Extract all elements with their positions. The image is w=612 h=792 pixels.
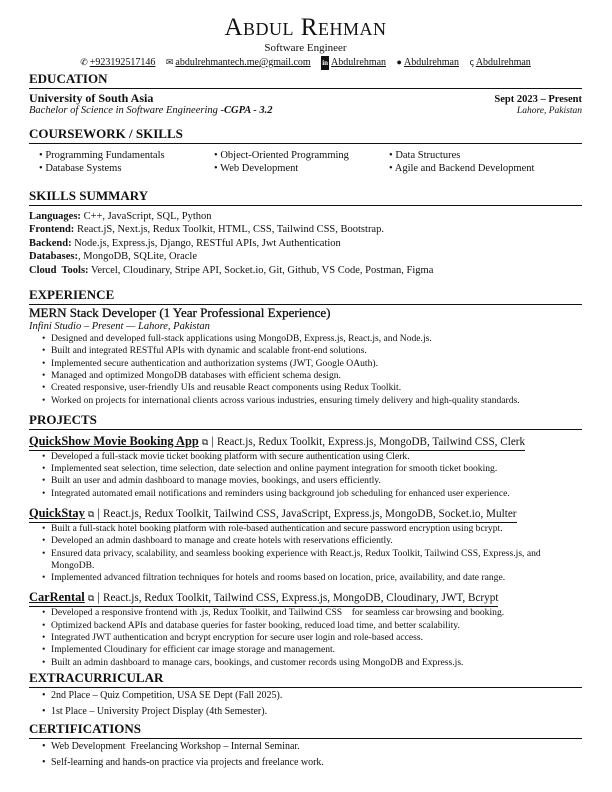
list-item: • Integrated JWT authentication and bcrypt encryption for secure user login and role-based access. xyxy=(51,632,582,644)
coursework-heading: COURSEWORK / SKILLS xyxy=(29,126,582,144)
list-item: • Implemented seat selection, time selection, date selection and online payment integration for smooth ticket booking. xyxy=(51,463,582,475)
leetcode-icon: ꞔ xyxy=(469,57,474,67)
school-name: University of South Asia xyxy=(29,91,154,105)
external-link-icon[interactable]: ⧉ xyxy=(87,593,95,604)
email-icon: ✉ xyxy=(165,57,174,67)
skill-row xyxy=(29,264,582,277)
skill-value: React.jS, Next.js, Redux Toolkit, HTML, CSS, Tailwind CSS, Bootstrap. xyxy=(76,224,384,236)
skill-label: Frontend: xyxy=(29,224,75,236)
skills-list xyxy=(29,210,582,277)
certifications-heading: CERTIFICATIONS xyxy=(29,721,582,739)
list-item: • Web Development Freelancing Workshop – Internal Seminar. xyxy=(51,739,582,755)
list-item: • Self-learning and hands-on practice via projects and freelance work. xyxy=(51,755,582,771)
skill-label: Languages: xyxy=(29,211,81,222)
course-item: • Programming Fundamentals xyxy=(39,149,214,162)
extracurricular-list xyxy=(29,688,582,720)
project-tech: React.js, Redux Toolkit, Tailwind CSS, Express.js, MongoDB, Cloudinary, JWT, Bcrypt xyxy=(102,592,499,605)
experience-heading: EXPERIENCE xyxy=(29,287,582,305)
course-item: • Data Structures xyxy=(389,149,589,162)
skill-row xyxy=(29,250,582,263)
course-item: • Agile and Backend Development xyxy=(389,162,589,175)
experience-bullets xyxy=(29,333,582,407)
list-item: • Worked on projects for international clients across various industries, ensuring timely delivery and high-quality standards. xyxy=(51,395,582,407)
list-item: • Integrated automated email notifications and reminders using background job scheduling for enhanced user experience. xyxy=(51,488,582,500)
list-item: • Built an user and admin dashboard to manage movies, bookings, and users efficiently. xyxy=(51,475,582,487)
project-bullets xyxy=(29,607,582,668)
list-item: • Developed a responsive frontend with .js, Redux Toolkit, and Tailwind CSS for seamless car browsing and booking. xyxy=(51,607,582,619)
skill-label: Backend: xyxy=(29,237,72,249)
list-item: • Created responsive, user-friendly UIs and reusable React components using Redux Toolkit. xyxy=(51,382,582,394)
skill-value: Vercel, Cloudinary, Stripe API, Socket.io, Git, Github, VS Code, Postman, Figma xyxy=(90,264,434,276)
list-item: • 1st Place – University Project Display (4th Semester). xyxy=(51,704,582,720)
project-link[interactable]: QuickStay xyxy=(29,506,85,520)
coursework-list xyxy=(39,149,582,175)
list-item: • Managed and optimized MongoDB databases with efficient schema design. xyxy=(51,370,582,382)
github-icon: ● xyxy=(396,57,402,67)
course-item: • Web Development xyxy=(214,162,389,175)
skill-value: C++, JavaScript, SQL, Python xyxy=(83,211,212,222)
course-item: • Object-Oriented Programming xyxy=(214,149,389,162)
project-link[interactable]: CarRental xyxy=(29,590,85,605)
project-link[interactable]: QuickShow Movie Booking App xyxy=(29,433,199,448)
skills-heading: SKILLS SUMMARY xyxy=(29,188,582,206)
project-header: QuickStay ⧉ | React.js, Redux Toolkit, Tailwind CSS, JavaScript, Express.js, MongoDB, Socket.io, Multer xyxy=(29,506,517,523)
list-item: • Built and integrated RESTful APIs with dynamic and scalable front-end solutions. xyxy=(51,345,582,357)
candidate-title: Software Engineer xyxy=(264,42,347,54)
extracurricular-heading: EXTRACURRICULAR xyxy=(29,670,582,688)
job-company: Infini Studio – Present — Lahore, Pakistan xyxy=(29,321,210,333)
project-header: QuickShow Movie Booking App ⧉ | React.js, Redux Toolkit, Express.js, MongoDB, Tailwind CSS, Clerk xyxy=(29,434,525,451)
linkedin-icon: in xyxy=(321,56,329,70)
education-heading: EDUCATION xyxy=(29,71,582,89)
list-item: • Implemented advanced filtration techniques for hotels and rooms based on location, price, availability, and date range. xyxy=(51,572,582,584)
list-item: • Designed and developed full-stack applications using MongoDB, Express.js, React.js, and Node.js. xyxy=(51,333,582,345)
email-link[interactable]: abdulrehmantech.me@gmail.com xyxy=(175,57,311,68)
list-item: • Built a full-stack hotel booking platform with role-based authentication and secure password encryption using bcrypt. xyxy=(51,523,582,535)
list-item: • Implemented Cloudinary for efficient car image storage and management. xyxy=(51,644,582,656)
job-title: MERN Stack Developer (1 Year Professional Experience) xyxy=(29,305,331,321)
phone-link[interactable]: +923192517146 xyxy=(89,57,156,68)
list-item: • Developed a full-stack movie ticket booking platform with secure authentication using Clerk. xyxy=(51,451,582,463)
candidate-name: Abdul Rehman xyxy=(224,14,387,41)
skill-row xyxy=(29,223,582,236)
phone-icon: ✆ xyxy=(80,57,88,67)
skill-value: , MongoDB, SQLite, Oracle xyxy=(78,251,197,263)
list-item: • Developed an admin dashboard to manage and create hotels with reservations efficiently. xyxy=(51,535,582,547)
list-item: • 2nd Place – Quiz Competition, USA SE Dept (Fall 2025). xyxy=(51,688,582,704)
skill-label: Cloud Tools: xyxy=(29,264,89,276)
cgpa: CGPA - 3.2 xyxy=(223,105,273,116)
education-dates: Sept 2023 – Present xyxy=(494,94,582,105)
contact-bar xyxy=(29,55,582,70)
degree: Bachelor of Science in Software Engineering - xyxy=(29,105,224,116)
list-item: • Ensured data privacy, scalability, and seamless booking experience with React.js, Redux Toolkit, Tailwind CSS, Express.js, and MongoDB. xyxy=(51,548,582,573)
skill-value: Node.js, Express.js, Django, RESTful APIs, Jwt Authentication xyxy=(74,237,341,249)
project-bullets xyxy=(29,523,582,584)
external-link-icon[interactable]: ⧉ xyxy=(87,509,95,519)
resume-page xyxy=(29,14,582,771)
course-item: • Database Systems xyxy=(39,162,214,175)
project-bullets xyxy=(29,451,582,500)
skill-label: Databases: xyxy=(29,251,78,263)
projects-heading: PROJECTS xyxy=(29,412,582,430)
certifications-list xyxy=(29,739,582,771)
project-tech: React.js, Redux Toolkit, Tailwind CSS, JavaScript, Express.js, MongoDB, Socket.io, Multer xyxy=(103,508,517,520)
list-item: • Optimized backend APIs and database queries for faster booking, reduced load time, and better scalability. xyxy=(51,620,582,632)
leetcode-link[interactable]: Abdulrehman xyxy=(475,57,531,68)
skill-row xyxy=(29,210,582,223)
skill-row xyxy=(29,237,582,250)
project-header: CarRental ⧉ | React.js, Redux Toolkit, Tailwind CSS, Express.js, MongoDB, Cloudinary, JWT, Bcrypt xyxy=(29,590,498,607)
external-link-icon[interactable]: ⧉ xyxy=(201,436,209,447)
list-item: • Implemented secure authentication and authorization systems (JWT, Google OAuth). xyxy=(51,358,582,370)
education-location: Lahore, Pakistan xyxy=(516,106,582,116)
github-link[interactable]: Abdulrehman xyxy=(403,57,459,68)
project-tech: React.js, Redux Toolkit, Express.js, MongoDB, Tailwind CSS, Clerk xyxy=(216,435,526,448)
list-item: • Built an admin dashboard to manage cars, bookings, and customer records using MongoDB and Express.js. xyxy=(51,657,582,669)
linkedin-link[interactable]: Abdulrehman xyxy=(331,57,387,68)
